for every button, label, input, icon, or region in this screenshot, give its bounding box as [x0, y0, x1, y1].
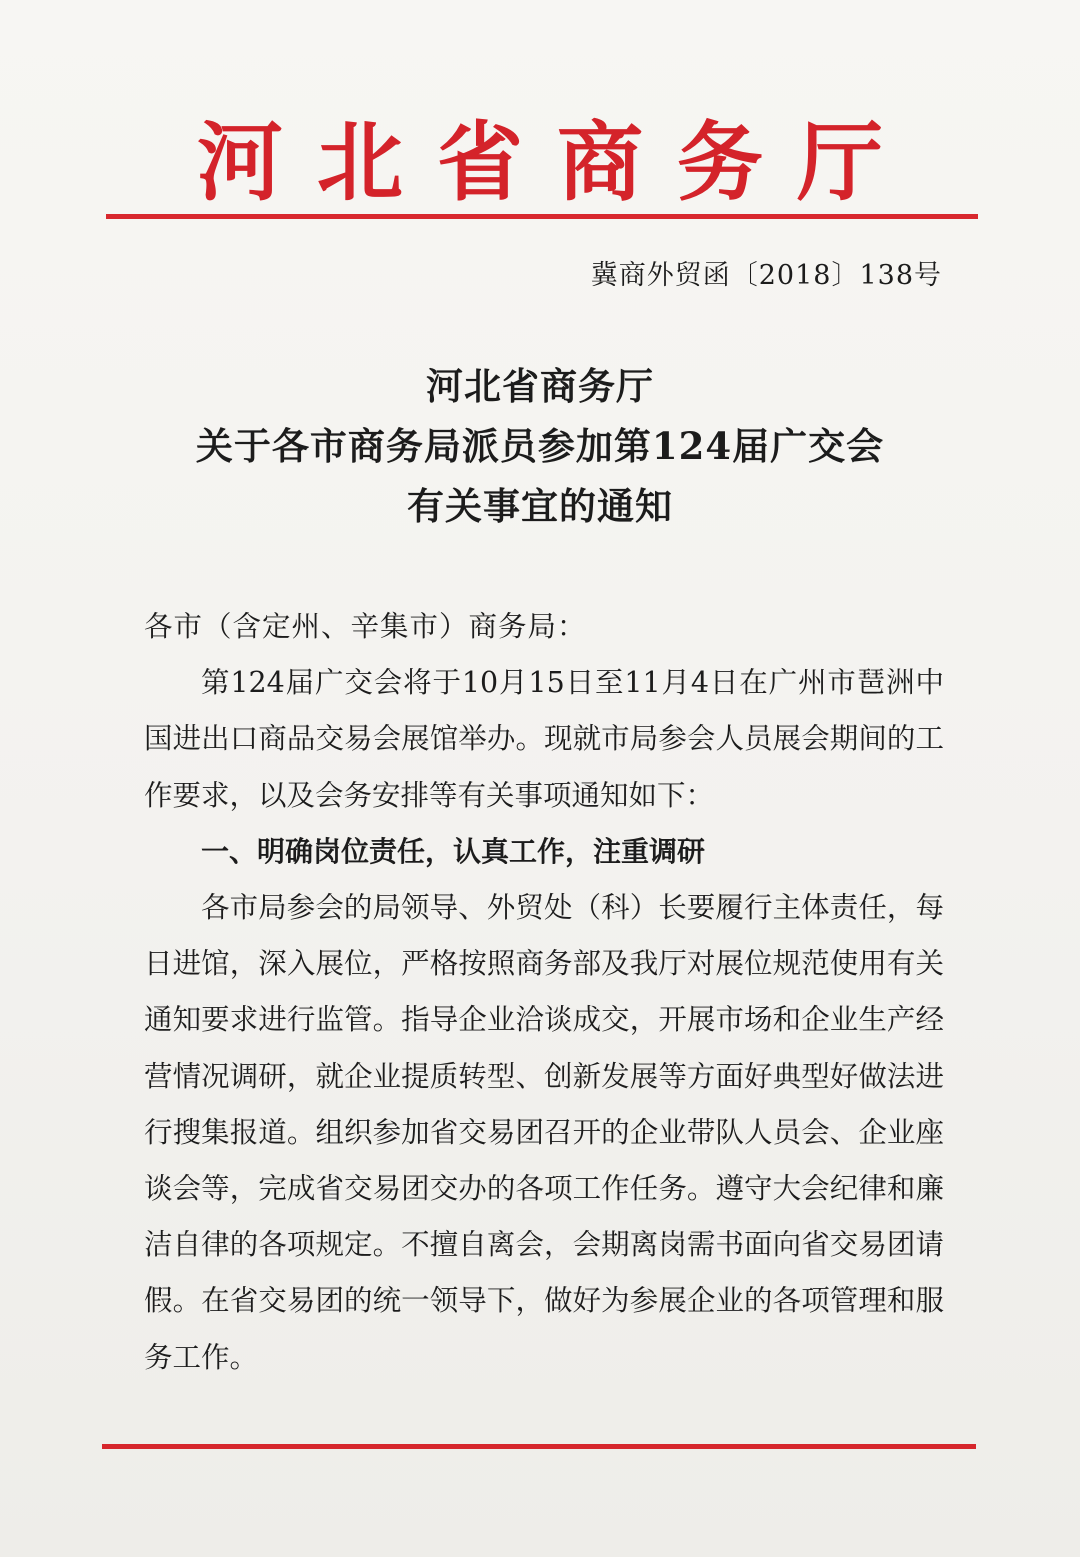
body-paragraph-1: 第124届广交会将于10月15日至11月4日在广州市琶洲中国进出口商品交易会展馆举办。现就市局参会人员展会期间的工作要求，以及会务安排等有关事项通知如下： [144, 666, 944, 812]
section-heading-1: 一、明确岗位责任，认真工作，注重调研 [201, 834, 706, 868]
title-line-3: 有关事宜的通知 [407, 484, 673, 528]
document-number: 冀商外贸函〔2018〕138号 [590, 260, 942, 291]
masthead-red-rule [106, 214, 978, 219]
title-line-2: 关于各市商务局派员参加第124届广交会 [195, 424, 885, 468]
document-title [100, 356, 980, 536]
footer-red-rule [102, 1444, 976, 1449]
title-line-1: 河北省商务厅 [426, 364, 654, 408]
document-body [144, 599, 944, 1386]
body-paragraph-2: 各市局参会的局领导、外贸处（科）长要履行主体责任，每日进馆，深入展位，严格按照商务部及我厅对展位规范使用有关通知要求进行监管。指导企业洽谈成交，开展市场和企业生产经营情况调研，就企业提质转型、创新发展等方面好典型好做法进行搜集报道。组织参加省交易团召开的企业带队人员会、企业座谈会等，完成省交易团交办的各项工作任务。遵守大会纪律和廉洁自律的各项规定。不擅自离会，会期离岗需书面向省交易团请假。在省交易团的统一领导下，做好为参展企业的各项管理和服务工作。 [144, 891, 944, 1374]
salutation: 各市（含定州、辛集市）商务局： [144, 610, 587, 643]
agency-masthead: 河北省商务厅 [197, 112, 917, 213]
